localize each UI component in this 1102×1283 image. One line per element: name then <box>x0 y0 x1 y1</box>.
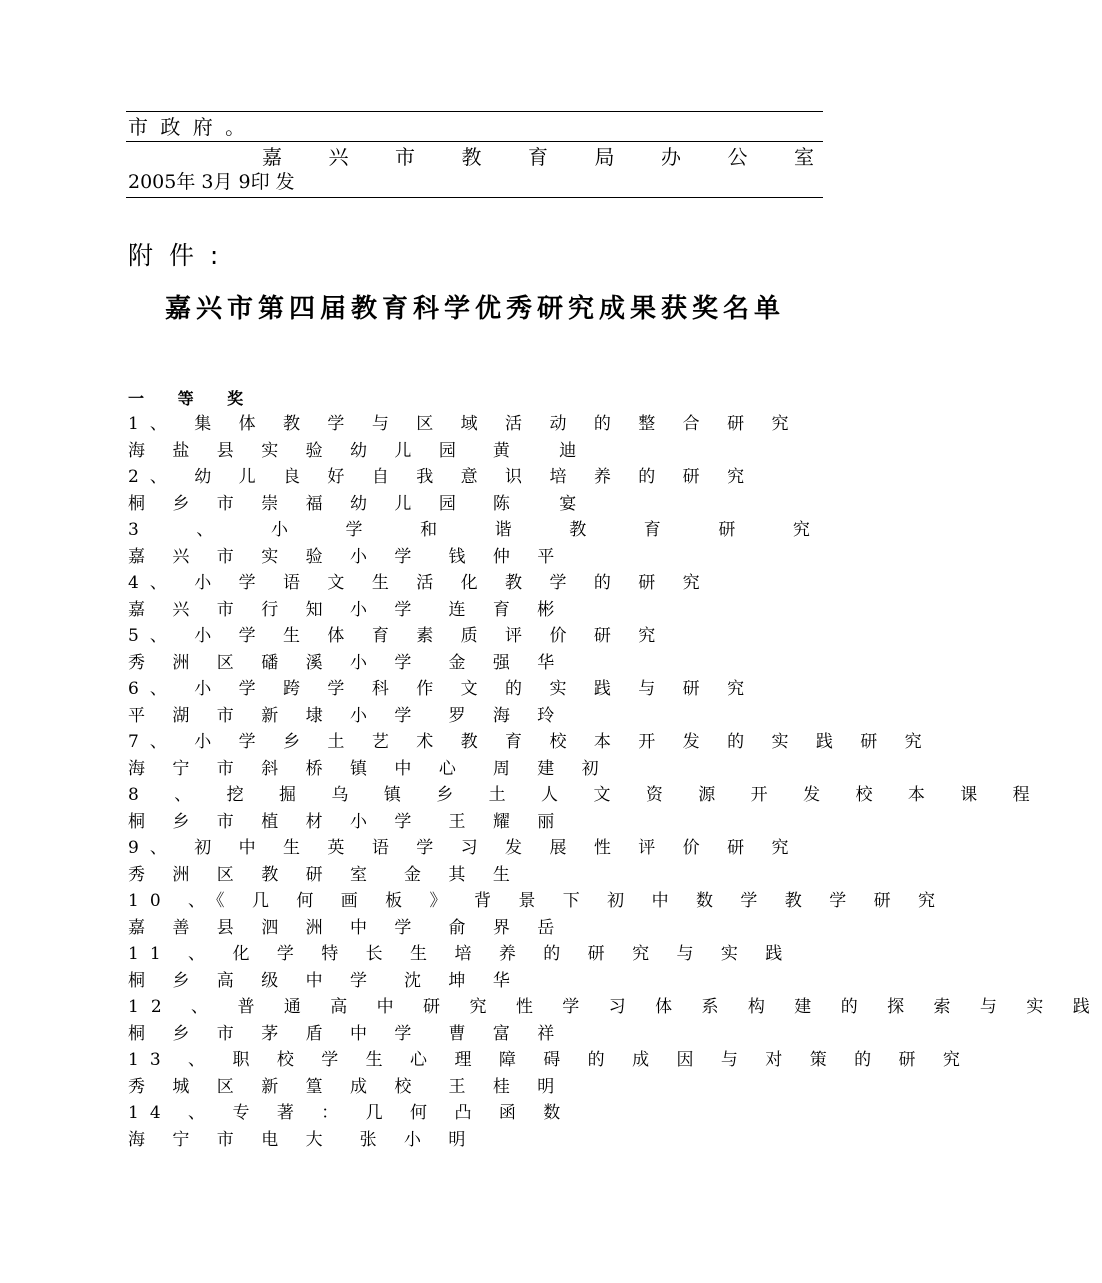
award-title <box>128 520 810 540</box>
award-title: 13 、 职 校 学 生 心 理 障 碍 的 成 因 与 对 策 的 研 究 <box>128 1050 971 1070</box>
issuer-char: 嘉 <box>262 145 282 169</box>
award-unit: 秀 洲 区 磻 溪 小 学 <box>128 653 423 673</box>
award-unit: 秀 城 区 新 篁 成 校 <box>128 1077 423 1097</box>
issuer-char: 室 <box>794 145 814 169</box>
award-unit-line <box>128 1024 565 1044</box>
award-title-char: 育 <box>643 520 661 540</box>
issuer-char: 公 <box>727 145 748 169</box>
award-title-char: 学 <box>345 520 363 540</box>
award-author: 陈 宴 <box>492 494 599 514</box>
issuer-char: 市 <box>395 145 415 169</box>
award-unit-line <box>128 1077 565 1097</box>
issuer-char: 兴 <box>328 145 349 169</box>
award-unit-line <box>128 441 598 461</box>
award-unit-line <box>128 812 565 832</box>
middle-rule <box>126 141 823 142</box>
bottom-rule <box>126 197 823 198</box>
award-title: 10 、《 几 何 画 板 》 背 景 下 初 中 数 学 教 学 研 究 <box>128 891 946 911</box>
award-author: 张 小 明 <box>359 1130 477 1150</box>
award-author: 金 强 华 <box>448 653 566 673</box>
award-author: 罗 海 玲 <box>448 706 566 726</box>
award-unit-line <box>128 653 565 673</box>
award-unit-line <box>128 494 598 514</box>
award-title-char: 谐 <box>494 520 512 540</box>
award-author: 周 建 初 <box>492 759 610 779</box>
award-title: 8 、 挖 掘 乌 镇 乡 土 人 文 资 源 开 发 校 本 课 程 <box>128 785 1045 805</box>
award-unit: 桐 乡 市 植 材 小 学 <box>128 812 423 832</box>
award-title: 4、 小 学 语 文 生 活 化 教 学 的 研 究 <box>128 573 711 593</box>
award-title: 11 、 化 学 特 长 生 培 养 的 研 究 与 实 践 <box>128 944 794 964</box>
award-unit: 嘉 善 县 泗 洲 中 学 <box>128 918 423 938</box>
top-rule <box>126 111 823 112</box>
award-unit: 桐 乡 高 级 中 学 <box>128 971 379 991</box>
issuer-char: 育 <box>528 145 548 169</box>
page-title: 嘉兴市第四届教育科学优秀研究成果获奖名单 <box>164 294 785 324</box>
award-unit: 桐 乡 市 崇 福 幼 儿 园 <box>128 494 467 514</box>
award-author: 俞 界 岳 <box>448 918 566 938</box>
award-unit-line <box>128 918 565 938</box>
award-title: 2、 幼 儿 良 好 自 我 意 识 培 养 的 研 究 <box>128 467 756 487</box>
issue-date: 2005年 3月 9印 发 <box>128 171 295 193</box>
award-unit-line <box>128 865 521 885</box>
award-unit: 嘉 兴 市 实 验 小 学 <box>128 547 423 567</box>
award-unit: 桐 乡 市 茅 盾 中 学 <box>128 1024 423 1044</box>
issuer-line <box>262 145 814 169</box>
award-author: 沈 坤 华 <box>404 971 521 991</box>
award-unit-line <box>128 971 521 991</box>
award-title-char: 教 <box>569 520 587 540</box>
award-title: 1、 集 体 教 学 与 区 域 活 动 的 整 合 研 究 <box>128 414 800 434</box>
award-unit: 秀 洲 区 教 研 室 <box>128 865 379 885</box>
award-title-char: 3 <box>128 520 139 540</box>
award-title: 5、 小 学 生 体 育 素 质 评 价 研 究 <box>128 626 667 646</box>
award-author: 金 其 生 <box>404 865 521 885</box>
award-title: 12 、 普 通 高 中 研 究 性 学 习 体 系 构 建 的 探 索 与 实 践 <box>128 997 1102 1017</box>
award-title: 14 、 专 著 ： 几 何 凸 函 数 <box>128 1103 572 1123</box>
award-title: 6、 小 学 跨 学 科 作 文 的 实 践 与 研 究 <box>128 679 756 699</box>
award-unit: 海 宁 市 斜 桥 镇 中 心 <box>128 759 467 779</box>
award-title-char: 、 <box>196 520 214 540</box>
award-unit: 平 湖 市 新 埭 小 学 <box>128 706 423 726</box>
award-title-char: 研 <box>718 520 736 540</box>
issuer-char: 局 <box>594 145 615 169</box>
award-title-char: 究 <box>792 520 810 540</box>
award-title: 9、 初 中 生 英 语 学 习 发 展 性 评 价 研 究 <box>128 838 800 858</box>
award-author: 黄 迪 <box>492 441 599 461</box>
award-title-char: 小 <box>270 520 288 540</box>
award-author: 钱 仲 平 <box>448 547 566 567</box>
recipient-tail: 市 政 府 。 <box>128 115 249 139</box>
award-author: 王 耀 丽 <box>448 812 566 832</box>
section-heading: 一 等 奖 <box>128 389 258 408</box>
award-title-char: 和 <box>420 520 438 540</box>
award-title: 7、 小 学 乡 土 艺 术 教 育 校 本 开 发 的 实 践 研 究 <box>128 732 933 752</box>
award-unit-line <box>128 1130 476 1150</box>
award-unit-line <box>128 547 565 567</box>
award-unit-line <box>128 759 610 779</box>
award-unit: 嘉 兴 市 行 知 小 学 <box>128 600 423 620</box>
award-author: 连 育 彬 <box>448 600 566 620</box>
attachment-label: 附 件 : <box>128 241 223 270</box>
award-unit: 海 宁 市 电 大 <box>128 1130 334 1150</box>
award-unit-line <box>128 600 565 620</box>
issuer-char: 办 <box>661 145 681 169</box>
award-unit: 海 盐 县 实 验 幼 儿 园 <box>128 441 467 461</box>
award-unit-line <box>128 706 565 726</box>
issuer-char: 教 <box>461 145 482 169</box>
award-author: 曹 富 祥 <box>448 1024 566 1044</box>
award-author: 王 桂 明 <box>448 1077 566 1097</box>
